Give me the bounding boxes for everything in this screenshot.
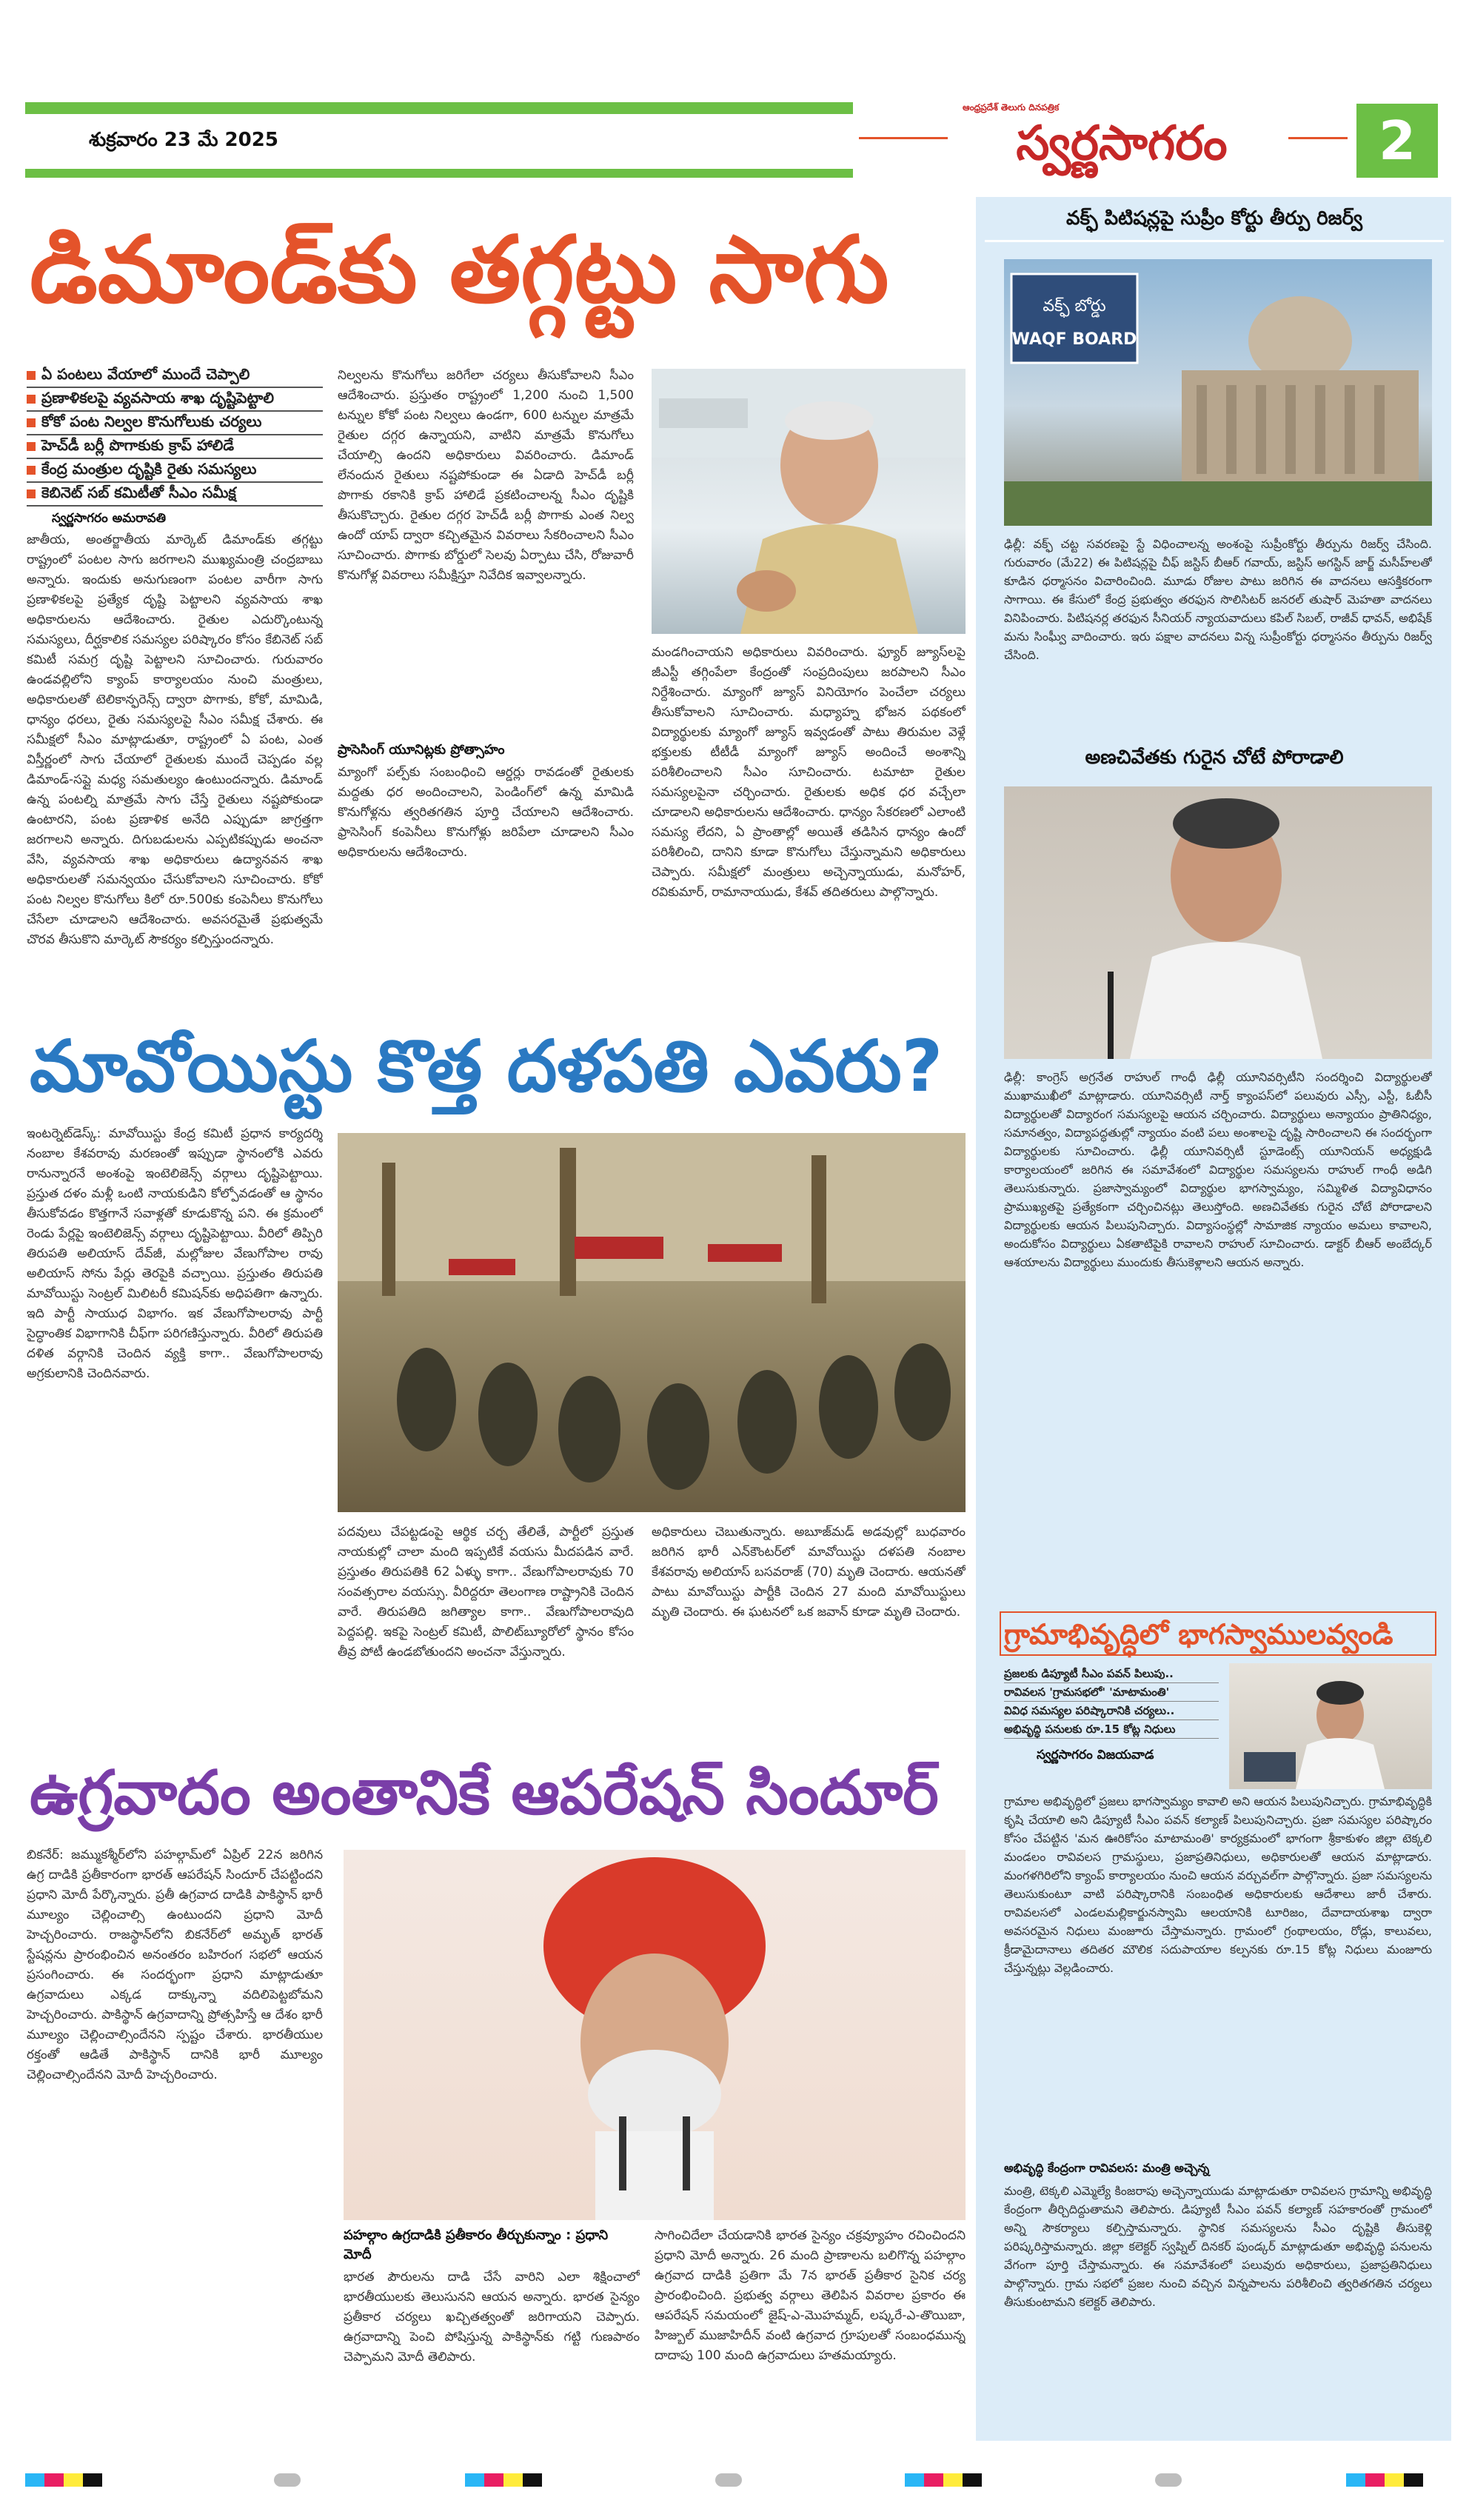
sidebar3-body2: మంత్రి, టెక్కలి ఎమ్మెల్యే కింజరాపు అచ్చెన్నాయుడు మాట్లాడుతూ రావివలస గ్రామాన్ని అభివృద్ధి కేంద్రంగా తీర్చిదిద్దుతామని తెలిపారు. డిప్యూటీ సీఎం పవన్ కల్యాణ్ సహకారంతో గ్రామంలో అన్ని సౌకర్యాలు కల్పిస్తామన్నారు. స్థానిక సమస్యలను సీఎం దృష్టికి తీసుకెళ్లి పరిష్కరిస్తామన్నారు. జిల్లా కలెక్టర్ స్వప్నిల్ దినకర్ పుండ్కర్ మాట్లాడుతూ అభివృద్ధి పనులను వేగంగా పూర్తి చేస్తామన్నారు. ఈ సమావేశంలో పలువురు అధికారులు, ప్రజాప్రతినిధులు పాల్గొన్నారు. గ్రామ సభలో ప్రజల నుంచి వచ్చిన విన్నపాలను పరిశీలించి త్వరితగతిన చర్యలు తీసుకుంటామని కలెక్టర్ తెలిపారు.: [1004, 2184, 1432, 2309]
article3-col1: బికనేర్: జమ్ముకశ్మీర్‌లోని పహల్గామ్‌లో ఏప్రిల్ 22న జరిగిన ఉగ్ర దాడికి ప్రతీకారంగా భారత్ ఆపరేషన్ సిందూర్ చేపట్టిందని ప్రధాని మోదీ పేర్కొన్నారు. ప్రతీ ఉగ్రవాద దాడికి పాకిస్థాన్ భారీ మూల్యం చెల్లించాల్సి ఉంటుందని ప్రధాని మోదీ హెచ్చరించారు. రాజస్థాన్‌లోని బికనేర్‌లో అమృత్ భారత్ స్టేషన్లను ప్రారంభించిన అనంతరం బహిరంగ సభలో ఆయన ప్రసంగించారు. ఈ సందర్భంగా ప్రధాని మాట్లాడుతూ ఉగ్రవాదులు ఎక్కడ దాక్కున్నా వదిలిపెట్టబోమని హెచ్చరించారు. పాకిస్థాన్ ఉగ్రవాదాన్ని ప్రోత్సహిస్తే ఆ దేశం భారీ మూల్యం చెల్లించాల్సిందేనని స్పష్టం చేశారు. భారతీయుల రక్తంతో ఆడితే పాకిస్థాన్ దానికి భారీ మూల్యం చెల్లించాల్సిందేనని మోదీ హెచ్చరించారు.: [27, 1848, 323, 2082]
article2-col2: పదవులు చేపట్టడంపై ఆర్థిక చర్చ తేలితే, పార్టీలో ప్రస్తుత నాయకుల్లో చాలా మంది ఇప్పటికే వయసు మీదపడిన వారే. ప్రస్తుతం తిరుపతికి 62 ఏళ్ళు కాగా.. వేణుగోపాలరావుకు 70 సంవత్సరాల వయస్సు. వీరిద్దరూ తెలంగాణ రాష్ట్రానికి చెందిన వారే. తిరుపతిది జగిత్యాల కాగా.. వేణుగోపాలరావుది పెద్దపల్లి. ఇకపై సెంట్రల్ కమిటీ, పొలిట్‌బ్యూరోలో స్థానం కోసం తీవ్ర పోటీ ఉండబోతుందని అంచనా వేస్తున్నారు.: [338, 1525, 634, 1660]
sidebar3-byline: స్వర్ణసాగరం విజయవాడ: [1037, 1748, 1154, 1762]
header-rule-right: [1288, 137, 1348, 139]
sidebar1-body: ఢిల్లీ: వక్ఫ్ చట్ట సవరణపై స్టే విధించాలన్న అంశంపై సుప్రీంకోర్టు తీర్పును రిజర్వ్ చేసింది. గురువారం (మే22) ఈ పిటిషన్లపై చీఫ్ జస్టిస్ బీఆర్ గవాయ్, జస్టిస్ అగస్టిన్ జార్జ్ మసీహ్‌లతో కూడిన ధర్మాసనం విచారించింది. మూడు రోజుల పాటు జరిగిన ఈ వాదనలు ఆసక్తికరంగా సాగాయి. ఈ కేసులో కేంద్ర ప్రభుత్వం తరఫున సొలిసిటర్ జనరల్ తుషార్ మెహతా వాదనలు వినిపించారు. పిటిషనర్ల తరఫున సీనియర్ న్యాయవాదులు కపిల్ సిబల్, రాజీవ్ ధావన్, అభిషేక్ మను సింఘ్వీ వాదించారు. ఇరు పక్షాల వాదనలు విన్న సుప్రీంకోర్టు ధర్మాసనం తీర్పును రిజర్వ్ చేసింది.: [1004, 537, 1432, 662]
header-top-line: [25, 102, 853, 114]
sidebar3-body: గ్రామాల అభివృద్ధిలో ప్రజలు భాగస్వామ్యం కావాలి అని ఆయన పిలుపునిచ్చారు. గ్రామాభివృద్ధికి కృషి చేయాలి అని డిప్యూటీ సీఎం పవన్ కల్యాణ్ పిలుపునిచ్చారు. ప్రజా సమస్యల పరిష్కారం కోసం చేపట్టిన 'మన ఊరికోసం మాటామంతి' కార్యక్రమంలో భాగంగా శ్రీకాకుళం జిల్లా టెక్కలి మండలం రావివలస గ్రామస్థులు, ప్రజాప్రతినిధులు, అధికారులతో ఆయన మాట్లాడారు. మంగళగిరిలోని క్యాంప్ కార్యాలయం నుంచి ఆయన వర్చువల్‌గా పాల్గొన్నారు. ప్రజా సమస్యలను తెలుసుకుంటూ వాటి పరిష్కారానికి సంబంధిత అధికారులకు ఆదేశాలు జారీ చేశారు. రావివలసలో ఎండలమల్లికార్జునస్వామి ఆలయానికి టూరిజం, దేవాదాయశాఖ ద్వారా అవసరమైన నిధులు మంజూరు చేస్తామన్నారు. గ్రామంలో గ్రంథాలయం, రోడ్లు, కాలువలు, క్రీడామైదానాలు తదితర మౌలిక సదుపాయాల కల్పనకు రూ.15 కోట్ల నిధులు మంజూరు చేస్తున్నట్లు వెల్లడించారు.: [1004, 1794, 1432, 1975]
waqf-sign-telugu: వక్ఫ్ బోర్డు: [1043, 297, 1106, 315]
article1-subhead: ప్రాసెసింగ్ యూనిట్లకు ప్రోత్సాహం: [338, 742, 505, 758]
photo-person-illustration: [652, 369, 966, 634]
color-strip-4: [1346, 2473, 1423, 2487]
sidebar3-subhead5: అభివృద్ధి కేంద్రంగా రావివలస: మంత్రి అచ్చెన్న: [1004, 2161, 1210, 2175]
bullet-item: కెబినెట్ సబ్ కమిటీతో సీఎం సమీక్ష: [27, 483, 323, 507]
registration-pill-2: [715, 2473, 742, 2487]
sidebar3-subhead: వివిధ సమస్యల పరిష్కారానికి చర్యలు..: [1004, 1702, 1219, 1720]
bullet-item: హెచ్‌డీ బర్లీ పొగాకుకు క్రాప్ హాలిడే: [27, 435, 323, 459]
waqf-photo: [1004, 259, 1432, 526]
rahul-photo: [1004, 786, 1432, 1059]
maoist-photo: [338, 1133, 966, 1512]
article1-col1: జాతీయ, అంతర్జాతీయ మార్కెట్ డిమాండ్‌కు తగ్గట్టు రాష్ట్రంలో పంటల సాగు జరగాలని ముఖ్యమంత్రి చంద్రబాబు అన్నారు. ఇందుకు అనుగుణంగా పంటల వారీగా సాగు ప్రణాళికలపై ప్రత్యేక దృష్టి పెట్టాలని వ్యవసాయ శాఖ అధికారులను ఆదేశించారు. రైతుల ఎదుర్కొంటున్న సమస్యలు, దీర్ఘకాలిక సమస్యల పరిష్కారం కోసం కేబినెట్ సబ్ కమిటీ సమగ్ర దృష్టి పెట్టాలని సూచించారు. గురువారం ఉండవల్లిలోని క్యాంప్ కార్యాలయం నుంచి మంత్రులు, అధికారులతో టెలికాన్ఫరెన్స్ ద్వారా పొగాకు, కోకో, మామిడి, ధాన్యం ధరలు, రైతు సమస్యలపై సీఎం సమీక్ష చేశారు. ఈ సమీక్షలో సీఎం మాట్లాడుతూ, రాష్ట్రంలో ఏ పంట, ఎంత విస్తీర్ణంలో సాగు చేయాలో రైతులకు ముందే చెప్పడం వల్ల డిమాండ్-సప్లై మధ్య సమతుల్యం ఉంటుందన్నారు. డిమాండ్ ఉన్న పంటల్ని మాత్రమే సాగు చేస్తే రైతులు నష్టపోకుండా ఉంటారని, పంట ప్రణాళిక అనేది ఎప్పుడూ జాగ్రత్తగా జరగాలని అన్నారు. దిగుబడులను ఎప్పటికప్పుడు అంచనా వేసి, వ్యవసాయ శాఖ అధికారులు ఉద్యానవన శాఖ అధికారులతో సమన్వయం చేసుకోవాలని సూచించారు. కోకో పంట నిల్వల కొనుగోలు కిలో రూ.500కు కంపెనీలు కొనుగోలు చేసేలా చూడాలని ఆదేశించారు. అవసరమైతే ప్రభుత్వమే చొరవ తీసుకొని మార్కెట్ సౌకర్యం కల్పిస్తుందన్నారు.: [27, 532, 323, 947]
sidebar3-subhead: అభివృద్ధి పనులకు రూ.15 కోట్ల నిధులు: [1004, 1720, 1219, 1739]
sidebar1-title: వక్ఫ్ పిటిషన్లపై సుప్రీం కోర్టు తీర్పు రిజర్వ్: [1065, 207, 1362, 230]
chandrababu-photo: [652, 369, 966, 634]
page-number: 2: [1378, 110, 1416, 172]
registration-pill-3: [1155, 2473, 1182, 2487]
sidebar2-body: ఢిల్లీ: కాంగ్రెస్ అగ్రనేత రాహుల్ గాంధీ ఢిల్లీ యూనివర్సిటీని సందర్శించి విద్యార్థులతో ముఖాముఖీలో మాట్లాడారు. యూనివర్సిటీ నార్త్ క్యాంపస్‌లో పలువురు ఎస్సీ, ఎస్టీ, ఓబీసీ విద్యార్థులతో విద్యారంగ సమస్యలపై ఆయన చర్చించారు. విద్యార్థులు అన్యాయం ప్రాతినిధ్యం, సమానత్వం, విద్యాపద్ధతుల్లో న్యాయం వంటి పలు అంశాలపై దృష్టి సారించాలని ఈ సందర్భంగా విద్యార్థులకు సూచించారు. ఢిల్లీ యూనివర్సిటీ స్టూడెంట్స్ యూనియన్ అధ్యక్షుడి కార్యాలయంలో జరిగిన ఈ సమావేశంలో విద్యార్థుల సమస్యలను రాహుల్ గాంధీ అడిగి తెలుసుకున్నారు. ప్రజాస్వామ్యంలో విద్యార్థుల భాగస్వామ్యం, సమ్మిళిత విద్యావిధానం ప్రాముఖ్యతపై ప్రత్యేకంగా చర్చించినట్లు తెలుస్తోంది. అణచివేతకు గురైన చోటే పోరాడాలని విద్యార్థులకు ఆయన పిలుపునిచ్చారు. విద్యాసంస్థల్లో సామాజిక న్యాయం అమలు కావాలని, అందుకోసం విద్యార్థులు ఏకతాటిపైకి రావాలని రాహుల్ సూచించారు. డాక్టర్ బీఆర్ అంబేద్కర్ ఆశయాలను విద్యార్థులు ముందుకు తీసుకెళ్లాలని ఆయన అన్నారు.: [1004, 1070, 1432, 1269]
header-date: శుక్రవారం 23 మే 2025: [89, 129, 278, 151]
masthead-small: ఆంధ్రప్రదేశ్ తెలుగు దినపత్రిక: [963, 102, 1060, 113]
sidebar1-title-underline: [985, 240, 1444, 242]
article1-col3: మండగించాయని అధికారులు వివరించారు. ఫ్యూర్ జ్యూస్‌లపై జీఎస్టీ తగ్గింపేలా కేంద్రంతో సంప్రదింపులు జరపాలని సీఎం నిర్దేశించారు. మ్యాంగో జ్యూస్ వినియోగం పెంచేలా చర్యలు తీసుకోవాలని సూచించారు. మధ్యాహ్న భోజన పథకంలో విద్యార్థులకు మ్యాంగో జ్యూస్ ఇవ్వడంతో పాటు తిరుమల వెళ్లే భక్తులకు టీటీడీ మ్యాంగో జ్యూస్ అందించే అంశాన్ని పరిశీలించాలని సీఎం సూచించారు. టమాటా రైతుల సమస్యలపైనా చర్చించారు. రైతులకు అధిక ధర వచ్చేలా చూడాలని అధికారులను ఆదేశించారు. ధాన్యం సేకరణలో ఎలాంటి సమస్య లేదని, ఏ ప్రాంతాల్లో అయితే తడిసిన ధాన్యం ఉందో పరిశీలించి, దానిని కూడా కొనుగోలు చేస్తున్నామని అధికారులు చెప్పారు. సమీక్షలో మంత్రులు అచ్చెన్నాయుడు, మనోహర్, రవికుమార్, రామానాయుడు, కేశవ్ తదితరులు పాల్గొన్నారు.: [652, 645, 966, 900]
photo-pawan-illustration: [1229, 1663, 1432, 1789]
sidebar2-title: అణచివేతకు గురైన చోటే పోరాడాలి: [1085, 746, 1344, 769]
article3-col3: సాగించిదేలా చేయడానికి భారత సైన్యం చక్రవ్యూహం రచించిందని ప్రధాని మోదీ అన్నారు. 26 మంది ప్రాణాలను బలిగొన్న పహల్గాం ఉగ్రవాద దాడికి ప్రతిగా మే 7న భారత్ ప్రతీకార సైనిక చర్య ప్రారంభించింది. ప్రభుత్వ వర్గాలు తెలిపిన వివరాల ప్రకారం ఈ ఆపరేషన్ సమయంలో జైష్-ఎ-మొహమ్మద్, లష్కరే-ఎ-తొయిబా, హిజ్బుల్ ముజాహిదీన్ వంటి ఉగ్రవాద గ్రూపులతో సంబంధమున్న దాదాపు 100 మంది ఉగ్రవాదులు హతమయ్యారు.: [655, 2228, 966, 2363]
waqf-sign-text: WAQF BOARD: [1011, 330, 1137, 349]
article3-subhead: పహల్గాం ఉగ్రదాడికి ప్రతీకారం తీర్చుకున్నాం : ప్రధాని మోదీ: [344, 2227, 609, 2262]
article1-bullets: [27, 364, 323, 507]
article3-headline: ఉగ్రవాదం అంతానికే ఆపరేషన్ సిందూర్: [30, 1758, 939, 1828]
color-strip-2: [465, 2473, 542, 2487]
article3-col2: భారత పౌరులను దాడి చేసే వారిని ఎలా శిక్షించాలో భారతీయులకు తెలుసునని ఆయన అన్నారు. భారత సైన్యం ప్రతీకార చర్యలు ఖచ్చితత్వంతో జరిగాయని చెప్పారు. ఉగ్రవాదాన్ని పెంచి పోషిస్తున్న పాకిస్థాన్‌కు గట్టి గుణపాఠం చెప్పామని మోదీ తెలిపారు.: [344, 2270, 640, 2364]
pawan-photo: [1229, 1663, 1432, 1789]
sidebar3-subhead: ప్రజలకు డిప్యూటీ సీఎం పవన్ పిలుపు..: [1004, 1665, 1219, 1683]
article2-col1: ఇంటర్నెట్‌డెస్క్: మావోయిస్టు కేంద్ర కమిటీ ప్రధాన కార్యదర్శి నంబాల కేశవరావు మరణంతో ఇప్పుడా స్థానంలోకి ఎవరు రానున్నారనే అంశంపై ఇంటెలిజెన్స్ వర్గాలు దృష్టిపెట్టాయి. ప్రస్తుత దళం మళ్లీ ఒంటి నాయకుడిని కోల్పోవడంతో ఆ స్థానం తీసుకోవడం కొత్తగానే సవాళ్లతో కూడుకొన్న పని. ఈ క్రమంలో రెండు పేర్లపై ఇంటెలిజెన్స్ వర్గాలు దృష్టిపెట్టాయి. వీరిలో తిప్పిరి తిరుపతి అలియాస్ దేవ్‌జీ, మల్లోజుల వేణుగోపాల రావు అలియాస్ సోను పేర్లు తెరపైకి వచ్చాయి. ప్రస్తుతం తిరుపతి మావోయిస్టు సెంట్రల్ మిలిటరీ కమిషన్‌కు అధిపతిగా ఉన్నారు. ఇది పార్టీ సాయుధ విభాగం. ఇక వేణుగోపాలరావు పార్టీ సైద్ధాంతిక విభాగానికి చీఫ్‌గా పరిగణిస్తున్నారు. వీరిలో తిరుపతి దళిత వర్గానికి చెందిన వ్యక్తి కాగా.. వేణుగోపాలరావు అగ్రకులానికి చెందినవారు.: [27, 1126, 323, 1381]
article1-headline: డిమాండ్‌కు తగ్గట్టు సాగు: [30, 217, 889, 324]
color-strip-3: [905, 2473, 982, 2487]
header-bottom-line: [25, 169, 853, 178]
color-strip-1: [25, 2473, 102, 2487]
masthead-title: స్వర్ణసాగరం: [1016, 116, 1228, 171]
article1-col2-bottom: మ్యాంగో పల్ప్‌కు సంబంధించి ఆర్డర్లు రావడంతో రైతులకు మద్దతు ధర అందించాలని, పెండింగ్‌లో ఉన్న మామిడి కొనుగోళ్లను త్వరితగతిన పూర్తి చేయాలని ఆదేశించారు. ఫ్రాసెసింగ్ కంపెనీలు కొనుగోళ్లు జరిపేలా చూడాలని సీఎం అధికారులను ఆదేశించారు.: [338, 765, 634, 860]
article2-headline: మావోయిస్టు కొత్త దళపతి ఎవరు?: [30, 1025, 943, 1108]
article2-col3: అధికారులు చెబుతున్నారు. అబూజ్‌మడ్ అడవుల్లో బుధవారం జరిగిన భారీ ఎన్‌కౌంటర్‌లో మావోయిస్టు దళపతి నంబాల కేశవరావు అలియాస్ బసవరాజ్ (70) మృతి చెందారు. ఆయనతో పాటు మావోయిస్టు పార్టీకి చెందిన 27 మంది మావోయిస్టులు మృతి చెందారు. ఈ ఘటనలో ఒక జవాన్ కూడా మృతి చెందారు.: [652, 1525, 966, 1620]
photo-speaker-illustration: [344, 1850, 966, 2220]
sidebar3-subheads: [1004, 1665, 1219, 1739]
sidebar3-title-box: [1000, 1611, 1436, 1656]
bullet-item: ఏ పంటలు వేయాలో ముందే చెప్పాలి: [27, 364, 323, 388]
page-number-box: [1356, 104, 1438, 178]
modi-photo: [344, 1850, 966, 2220]
bullet-item: కోకో పంట నిల్వల కొనుగోలుకు చర్యలు: [27, 412, 323, 435]
sidebar3-title: గ్రామాభివృద్ధిలో భాగస్వాములవ్వండి: [1004, 1618, 1393, 1651]
article1-byline: స్వర్ణసాగరం అమరావతి: [52, 511, 167, 526]
sidebar3-subhead: రావివలస 'గ్రామసభలో' 'మాటామంతి': [1004, 1683, 1219, 1702]
bullet-item: ప్రణాళికలపై వ్యవసాయ శాఖ దృష్టిపెట్టాలి: [27, 388, 323, 412]
article1-col2-top: నిల్వలను కొనుగోలు జరిగేలా చర్యలు తీసుకోవాలని సీఎం ఆదేశించారు. ప్రస్తుతం రాష్ట్రంలో 1,200 నుంచి 1,500 టన్నుల కోకో పంట నిల్వలు ఉండగా, 600 టన్నుల మాత్రమే రైతుల దగ్గర ఉన్నాయని, వాటిని మాత్రమే కొనుగోలు చేయాల్సి ఉందని అధికారులు వివరించారు. డిమాండ్ లేనందున రైతులు నష్టపోకుండా ఈ ఏడాది హెచ్‌డీ బర్లీ పొగాకు రకానికి క్రాప్ హాలిడే ప్రకటించాలన్న సీఎం దృష్టికి తీసుకొచ్చారు. రైతుల దగ్గర హెచ్‌డీ బర్లీ పొగాకు ఎంత నిల్వ ఉందో యాప్ ద్వారా కచ్చితమైన వివరాలు సేకరించాలని సీఎం సూచించారు. పొగాకు బోర్డులో సెలవు ఏర్పాటు చేసి, రోజువారీ కొనుగోళ్ల వివరాలు సమీక్షిస్తూ నివేదిక ఇవ్వాలన్నారు.: [338, 368, 634, 583]
masthead-logo: [963, 102, 1281, 185]
header-rule: [859, 137, 948, 139]
photo-crowd-illustration: [338, 1133, 966, 1512]
photo-court-illustration: [1004, 259, 1432, 526]
registration-pill-1: [274, 2473, 301, 2487]
bullet-item: కేంద్ర మంత్రుల దృష్టికి రైతు సమస్యలు: [27, 459, 323, 483]
photo-rahul-illustration: [1004, 786, 1432, 1059]
